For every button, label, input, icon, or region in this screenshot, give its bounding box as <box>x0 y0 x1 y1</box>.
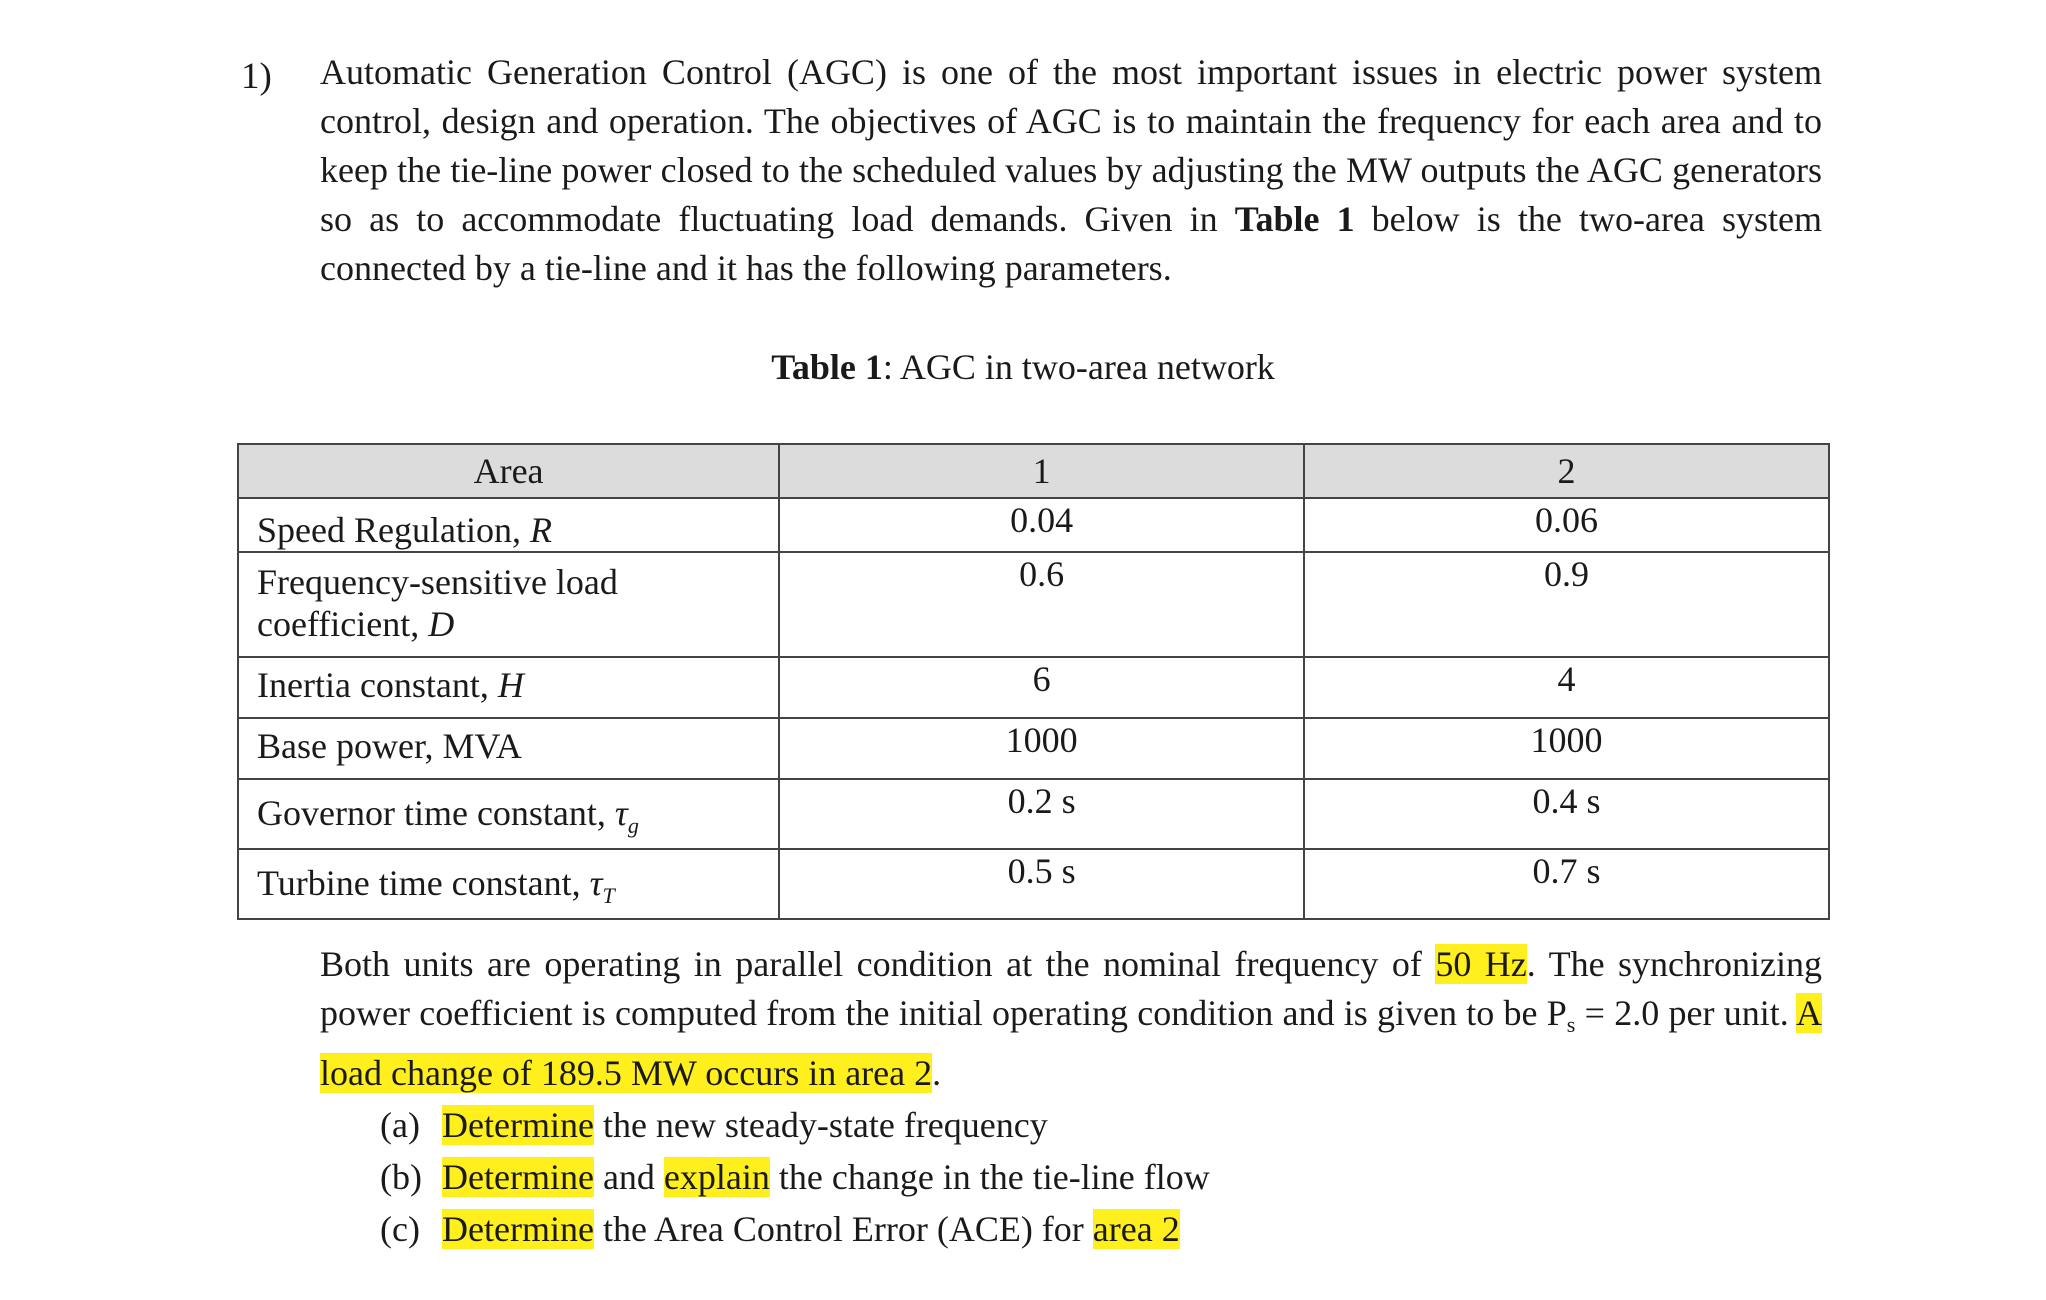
table-row <box>238 779 1829 849</box>
area2-value: 0.9 <box>1304 552 1829 657</box>
area2-value: 1000 <box>1304 718 1829 779</box>
area1-value: 0.2 s <box>779 779 1304 849</box>
conditions-paragraph: Both units are operating in parallel condition at the nominal frequency of 50 Hz. The synchronizing power coefficient is computed from the initial operating condition and is given to be Ps = 2.0 per unit. A load change of 189.5 MW occurs in area 2. <box>320 944 1822 1093</box>
table-caption: Table 1: AGC in two-area network <box>771 347 1275 387</box>
table-row <box>238 657 1829 718</box>
row-label: Governor time constant, $\tau_g$ <box>238 779 779 849</box>
row-label: Inertia constant, H <box>238 657 779 718</box>
area2-value: 4 <box>1304 657 1829 718</box>
header-area-1: 1 <box>779 444 1304 498</box>
table-header-row <box>238 444 1829 498</box>
table-row <box>238 849 1829 919</box>
intro-paragraph: Automatic Generation Control (AGC) is one of the most important issues in electric power system control, design and operation. The objectives of AGC is to maintain the frequency for each area and to keep the tie-line power closed to the scheduled values by adjusting the MW outputs the AGC generators so as to accommodate fluctuating load demands. Given in Table 1 below is the two-area system connected by a tie-line and it has the following parameters. <box>320 52 1822 288</box>
area1-value: 0.04 <box>779 498 1304 552</box>
table-row <box>238 552 1829 657</box>
task-item: (b) Determine and explain the change in the tie-line flow <box>380 1157 1210 1197</box>
header-area: Area <box>238 444 779 498</box>
row-label: Turbine time constant, $\tau_T$ <box>238 849 779 919</box>
area2-value: 0.7 s <box>1304 849 1829 919</box>
question-number: 1) <box>241 56 272 97</box>
task-list <box>380 1099 1210 1255</box>
highlight-load-change: A load change of 189.5 MW occurs in area 2 <box>320 993 1822 1093</box>
area1-value: 6 <box>779 657 1304 718</box>
row-label: Speed Regulation, R <box>238 498 779 552</box>
area2-value: 0.06 <box>1304 498 1829 552</box>
highlight-frequency: 50 Hz <box>1435 944 1527 984</box>
area1-value: 0.5 s <box>779 849 1304 919</box>
area1-value: 0.6 <box>779 552 1304 657</box>
area2-value: 0.4 s <box>1304 779 1829 849</box>
task-item: (a) Determine the new steady-state frequency <box>380 1105 1048 1145</box>
row-label: Base power, MVA <box>238 718 779 779</box>
parameters-table <box>237 443 1830 920</box>
table-row <box>238 498 1829 552</box>
area1-value: 1000 <box>779 718 1304 779</box>
row-label: Frequency-sensitive load coefficient, D <box>238 552 779 657</box>
table-row <box>238 718 1829 779</box>
header-area-2: 2 <box>1304 444 1829 498</box>
table-reference: Table 1 <box>1234 199 1355 239</box>
task-item: (c) Determine the Area Control Error (ACE) for area 2 <box>380 1209 1180 1249</box>
